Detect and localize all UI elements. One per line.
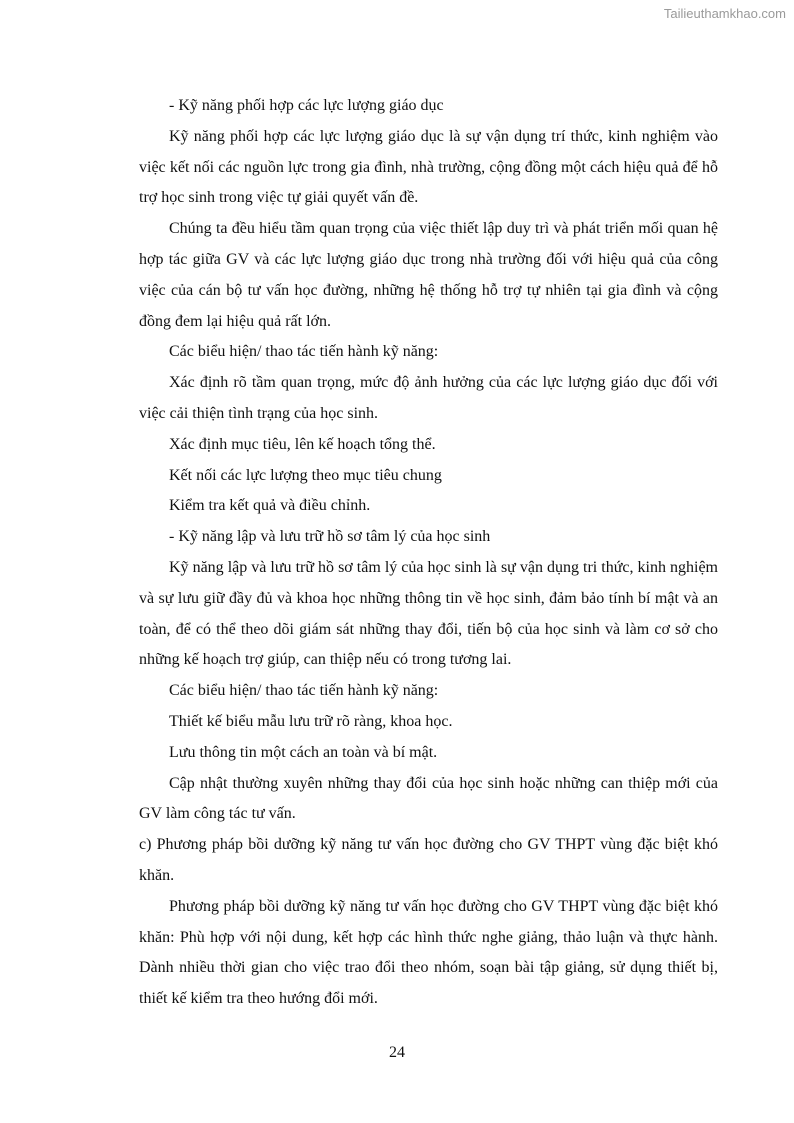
paragraph-records-definition: Kỹ năng lập và lưu trữ hồ sơ tâm lý của học sinh là sự vận dụng tri thức, kinh nghiệm và sự lưu giữ đầy đủ và khoa học những thông tin về học sinh, đảm bảo tính bí mật và an toàn, để có thể theo dõi giám sát những thay đổi, tiến bộ của học sinh và làm cơ sở cho những kế hoạch trợ giúp, can thiệp nếu có trong tương lai. xyxy=(139,558,718,669)
list-item: Kiểm tra kết quả và điều chỉnh. xyxy=(169,497,371,515)
label-manifestations: Các biểu hiện/ thao tác tiến hành kỹ năng: xyxy=(169,343,439,361)
paragraph-method-description: Phương pháp bồi dưỡng kỹ năng tư vấn học đường cho GV THPT vùng đặc biệt khó khăn: Phù hợp với nội dung, kết hợp các hình thức nghe giảng, thảo luận và thực hành. Dành nhiều thời gian cho việc trao đổi theo nhóm, soạn bài tập giảng, sử dụng thiết bị, thiết kế kiểm tra theo hướng đổi mới. xyxy=(139,897,718,1008)
paragraph-coordination-importance: Chúng ta đều hiểu tầm quan trọng của việc thiết lập duy trì và phát triển mối quan hệ hợp tác giữa GV và các lực lượng giáo dục trong nhà trường đối với hiệu quả của công việc của cán bộ tư vấn học đường, những hệ thống hỗ trợ tự nhiên tại gia đình và cộng đồng đem lại hiệu quả rất lớn. xyxy=(139,220,718,330)
list-item: Kết nối các lực lượng theo mục tiêu chung xyxy=(169,466,442,484)
list-item: Cập nhật thường xuyên những thay đổi của học sinh hoặc những can thiệp mới của GV làm công tác tư vấn. xyxy=(139,774,718,823)
watermark-text: Tailieuthamkhao.com xyxy=(663,6,786,21)
list-item: Thiết kế biểu mẫu lưu trữ rõ ràng, khoa học. xyxy=(169,712,453,730)
list-item: Xác định mục tiêu, lên kế hoạch tổng thể. xyxy=(169,435,436,453)
list-item: Xác định rõ tầm quan trọng, mức độ ảnh hưởng của các lực lượng giáo dục đối với việc cải thiện tình trạng của học sinh. xyxy=(139,374,718,422)
document-body xyxy=(139,91,718,1015)
label-manifestations: Các biểu hiện/ thao tác tiến hành kỹ năng: xyxy=(169,682,439,700)
page-number: 24 xyxy=(389,1044,405,1061)
heading-coordination-skill: - Kỹ năng phối hợp các lực lượng giáo dục xyxy=(169,97,444,114)
paragraph-coordination-definition: Kỹ năng phối hợp các lực lượng giáo dục là sự vận dụng trí thức, kinh nghiệm vào việc kết nối các nguồn lực trong gia đình, nhà trường, cộng đồng một cách hiệu quả để hỗ trợ học sinh trong việc tự giải quyết vấn đề. xyxy=(139,127,718,207)
heading-records-skill: - Kỹ năng lập và lưu trữ hồ sơ tâm lý của học sinh xyxy=(169,528,491,546)
list-item: Lưu thông tin một cách an toàn và bí mật. xyxy=(169,743,438,761)
section-heading-c: c) Phương pháp bồi dưỡng kỹ năng tư vấn học đường cho GV THPT vùng đặc biệt khó khăn. xyxy=(139,836,718,884)
